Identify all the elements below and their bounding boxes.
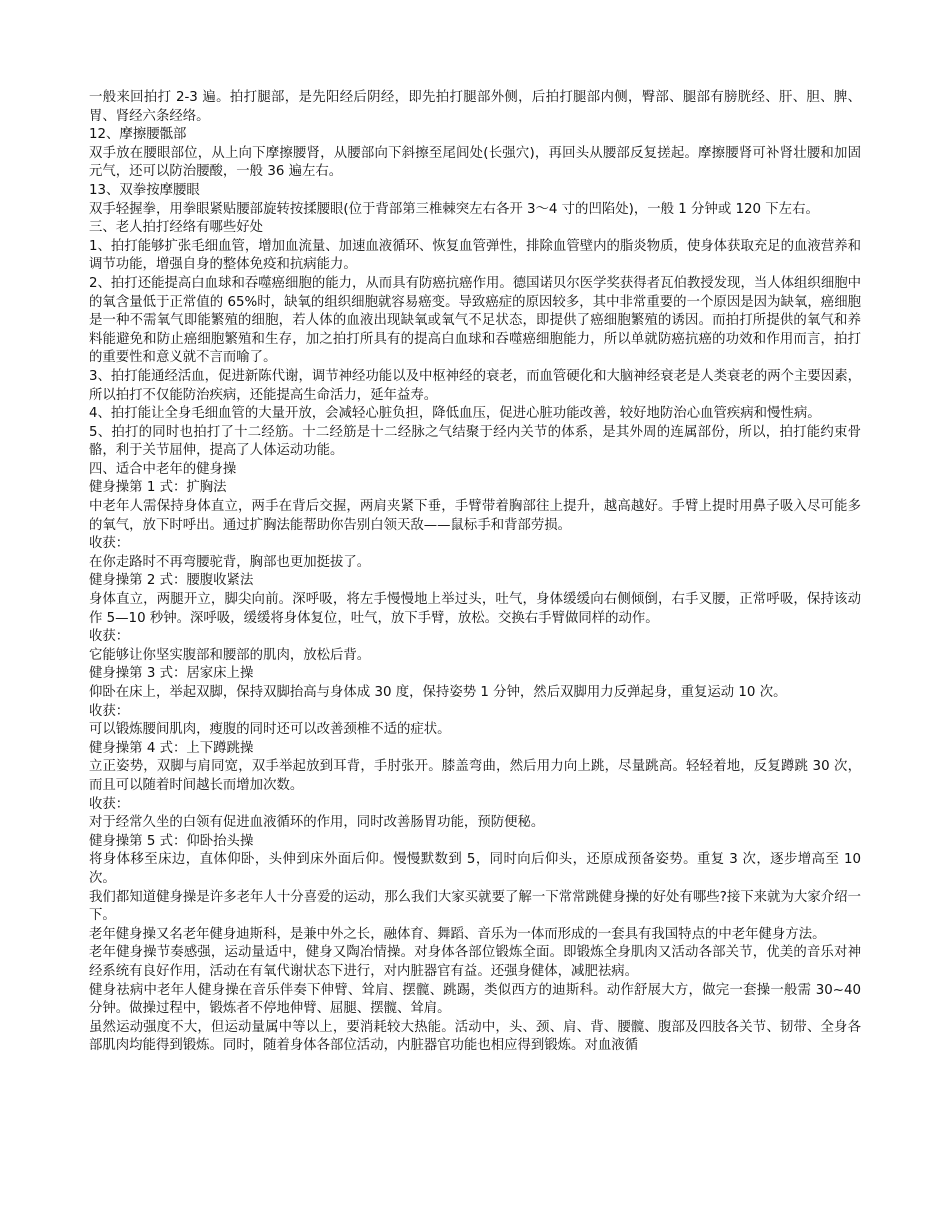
benefit-label: 收获：: [89, 796, 130, 812]
paragraph: 双手轻握拳，用拳眼紧贴腰部旋转按揉腰眼(位于背部第三椎棘突左右各开 3～4 寸的凹陷处)，一般 1 分钟或 120 下左右。: [89, 201, 819, 217]
list-item: 1、拍打能够扩张毛细血管，增加血流量、加速血液循环、恢复血管弹性，排除血管壁内的脂炎物质，使身体获取充足的血液营养和调节功能，增强自身的整体免疫和抗病能力。: [89, 238, 861, 273]
paragraph: 一般来回拍打 2-3 遍。拍打腿部，是先阳经后阴经，即先拍打腿部外侧，后拍打腿部内侧，臀部、腿部有膀胱经、肝、胆、脾、胃、肾经六条经络。: [89, 90, 861, 124]
paragraph: 可以锻炼腰间肌肉，瘦腹的同时还可以改善颈椎不适的症状。: [89, 722, 451, 738]
exercise-title: 健身操第 4 式：上下蹲跳操: [89, 740, 254, 756]
paragraph: 双手放在腰眼部位，从上向下摩擦腰肾，从腰部向下斜擦至尾闾处(长强穴)，再回头从腰部反复搓起。摩擦腰肾可补肾壮腰和加固元气，还可以防治腰酸，一般 36 遍左右。: [89, 145, 861, 180]
exercise-title: 健身操第 1 式：扩胸法: [89, 480, 227, 496]
section-heading: 12、摩擦腰骶部: [89, 127, 187, 143]
benefit-label: 收获：: [89, 703, 130, 719]
chapter-heading: 四、适合中老年的健身操: [89, 461, 237, 477]
chapter-heading: 三、老人拍打经络有哪些好处: [89, 220, 264, 236]
list-item: 2、拍打还能提高白血球和吞噬癌细胞的能力，从而具有防癌抗癌作用。德国诺贝尔医学奖获得者瓦伯教授发现，当人体组织细胞中的氧含量低于正常值的 65%时，缺氧的组织细胞就容易癌变。导致癌症的原因较多，其中非常重要的一个原因是因为缺氧，癌细胞是一种不需氧气即能繁殖的细胞，若人体的血液出现缺氧或氧气不足状态，即提供了癌细胞繁殖的诱因。而拍打所提供的氧气和养料能避免和防止癌细胞繁殖和生存，加之拍打所具有的提高白血球和吞噬癌细胞能力，所以单就防癌抗癌的功效和作用而言，拍打的重要性和意义就不言而喻了。: [89, 275, 861, 366]
exercise-title: 健身操第 3 式：居家床上操: [89, 666, 254, 682]
paragraph: 仰卧在床上，举起双脚，保持双脚抬高与身体成 30 度，保持姿势 1 分钟，然后双脚用力反弹起身，重复运动 10 次。: [89, 685, 787, 700]
list-item: 4、拍打能让全身毛细血管的大量开放，会减轻心脏负担，降低血压，促进心脏功能改善，较好地防治心血管疾病和慢性病。: [89, 406, 821, 422]
paragraph: 中老年人需保持身体直立，两手在背后交握，两肩夹紧下垂，手臂带着胸部往上提升，越高越好。手臂上提时用鼻子吸入尽可能多的氧气，放下时呼出。通过扩胸法能帮助你告别白领天敌——鼠标手和背部劳损。: [89, 499, 861, 533]
list-item: 5、拍打的同时也拍打了十二经筋。十二经筋是十二经脉之气结聚于经内关节的体系，是其外周的连属部份，所以，拍打能约束骨骼，利于关节屈伸，提高了人体运动功能。: [89, 424, 861, 459]
paragraph: 将身体移至床边，直体仰卧，头伸到床外面后仰。慢慢默数到 5，同时向后仰头，还原成预备姿势。重复 3 次，逐步增高至 10 次。: [89, 852, 866, 886]
paragraph: 我们都知道健身操是许多老年人十分喜爱的运动，那么我们大家买就要了解一下常常跳健身操的好处有哪些?接下来就为大家介绍一下。: [89, 889, 861, 924]
paragraph: 健身祛病中老年人健身操在音乐伴奏下伸臂、耸肩、摆髋、跳踢，类似西方的迪斯科。动作舒展大方，做完一套操一般需 30~40 分钟。做操过程中，锻炼者不停地伸臂、屈腿、摆髋、耸肩。: [89, 982, 866, 1017]
exercise-title: 健身操第 5 式：仰卧抬头操: [89, 833, 254, 849]
paragraph: 老年健身操节奏感强，运动量适中，健身又陶冶情操。对身体各部位锻炼全面。即锻炼全身肌肉又活动各部关节，优美的音乐对神经系统有良好作用，活动在有氧代谢状态下进行，对内脏器官有益。还强身健体，减肥祛病。: [89, 945, 861, 979]
benefit-label: 收获：: [89, 629, 130, 645]
document-body: [89, 89, 866, 1056]
paragraph: 虽然运动强度不大，但运动量属中等以上，要消耗较大热能。活动中，头、颈、肩、背、腰髋、腹部及四肢各关节、韧带、全身各部肌肉均能得到锻炼。同时，随着身体各部位活动，内脏器官功能也相应得到锻炼。对血液循: [89, 1019, 861, 1054]
paragraph: 身体直立，两腿开立，脚尖向前。深呼吸，将左手慢慢地上举过头，吐气，身体缓缓向右侧倾倒，右手叉腰，正常呼吸，保持该动作 5—10 秒钟。深呼吸，缓缓将身体复位，吐气，放下手臂，放松。交换右手臂做同样的动作。: [89, 592, 861, 626]
paragraph: 它能够让你坚实腹部和腰部的肌肉，放松后背。: [89, 647, 371, 663]
section-heading: 13、双拳按摩腰眼: [89, 182, 200, 198]
exercise-title: 健身操第 2 式：腰腹收紧法: [89, 573, 254, 589]
paragraph: 对于经常久坐的白领有促进血液循环的作用，同时改善肠胃功能，预防便秘。: [89, 815, 545, 831]
list-item: 3、拍打能通经活血，促进新陈代谢，调节神经功能以及中枢神经的衰老，而血管硬化和大脑神经衰老是人类衰老的两个主要因素，所以拍打不仅能防治疾病，还能提高生命活力，延年益寿。: [89, 368, 861, 403]
paragraph: 老年健身操又名老年健身迪斯科，是兼中外之长，融体育、舞蹈、音乐为一体而形成的一套具有我国特点的中老年健身方法。: [89, 926, 826, 942]
paragraph: 在你走路时不再弯腰驼背，胸部也更加挺拔了。: [89, 554, 371, 570]
benefit-label: 收获：: [89, 536, 130, 552]
paragraph: 立正姿势，双脚与肩同宽，双手举起放到耳背，手肘张开。膝盖弯曲，然后用力向上跳，尽量跳高。轻轻着地，反复蹲跳 30 次，而且可以随着时间越长而增加次数。: [89, 759, 861, 793]
